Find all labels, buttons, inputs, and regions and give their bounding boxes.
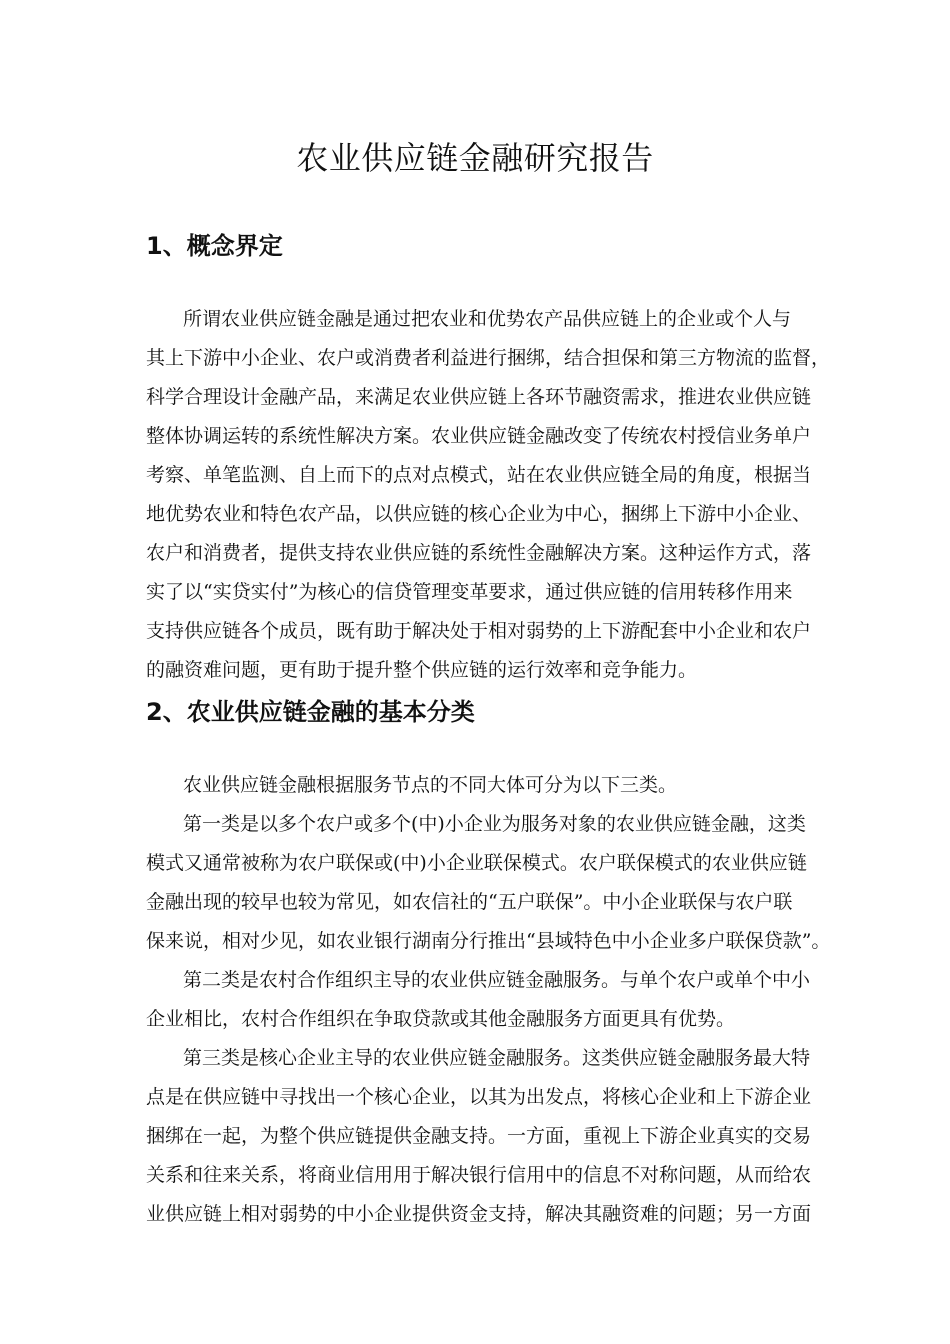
paragraph-line: 考察、单笔监测、自上而下的点对点模式，站在农业供应链全局的角度，根据当	[146, 464, 812, 486]
document-title: 农业供应链金融研究报告	[296, 139, 654, 177]
paragraph-line: 支持供应链各个成员，既有助于解决处于相对弱势的上下游配套中小企业和农户	[146, 620, 812, 642]
paragraph-line: 模式又通常被称为农户联保或(中)小企业联保模式。农户联保模式的农业供应链	[146, 852, 807, 874]
paragraph-line: 关系和往来关系，将商业信用用于解决银行信用中的信息不对称问题，从而给农	[146, 1164, 812, 1186]
paragraph-line: 整体协调运转的系统性解决方案。农业供应链金融改变了传统农村授信业务单户	[146, 425, 812, 447]
paragraph-line: 点是在供应链中寻找出一个核心企业，以其为出发点，将核心企业和上下游企业	[146, 1086, 812, 1108]
paragraph-line: 业供应链上相对弱势的中小企业提供资金支持，解决其融资难的问题；另一方面	[146, 1203, 812, 1225]
paragraph-line: 农户和消费者，提供支持农业供应链的系统性金融解决方案。这种运作方式，落	[146, 542, 812, 564]
section-heading-classification: 2、农业供应链金融的基本分类	[146, 698, 475, 726]
section-body-concept	[146, 300, 831, 690]
paragraph-line: 第二类是农村合作组织主导的农业供应链金融服务。与单个农户或单个中小	[183, 969, 811, 991]
paragraph-line: 的融资难问题，更有助于提升整个供应链的运行效率和竞争能力。	[146, 659, 698, 681]
section-heading-concept: 1、概念界定	[146, 232, 283, 260]
paragraph-line: 第三类是核心企业主导的农业供应链金融服务。这类供应链金融服务最大特	[183, 1047, 811, 1069]
paragraph-line: 金融出现的较早也较为常见，如农信社的“五户联保”。中小企业联保与农户联	[146, 891, 793, 913]
paragraph-line: 第一类是以多个农户或多个(中)小企业为服务对象的农业供应链金融，这类	[183, 813, 806, 835]
paragraph-line: 捆绑在一起，为整个供应链提供金融支持。一方面，重视上下游企业真实的交易	[146, 1125, 812, 1147]
paragraph-line: 保来说，相对少见，如农业银行湖南分行推出“县域特色中小企业多户联保贷款”。	[146, 930, 831, 952]
paragraph-line: 企业相比，农村合作组织在争取贷款或其他金融服务方面更具有优势。	[146, 1008, 736, 1030]
paragraph-line: 所谓农业供应链金融是通过把农业和优势农产品供应链上的企业或个人与	[183, 308, 792, 330]
paragraph-line: 农业供应链金融根据服务节点的不同大体可分为以下三类。	[183, 774, 678, 796]
paragraph-line: 科学合理设计金融产品，来满足农业供应链上各环节融资需求，推进农业供应链	[146, 386, 812, 408]
paragraph-line: 其上下游中小企业、农户或消费者利益进行捆绑，结合担保和第三方物流的监督，	[146, 347, 831, 369]
paragraph-line: 地优势农业和特色农产品，以供应链的核心企业为中心，捆绑上下游中小企业、	[146, 503, 812, 525]
section-body-classification	[146, 766, 831, 1234]
paragraph-line: 实了以“实贷实付”为核心的信贷管理变革要求，通过供应链的信用转移作用来	[146, 581, 793, 603]
